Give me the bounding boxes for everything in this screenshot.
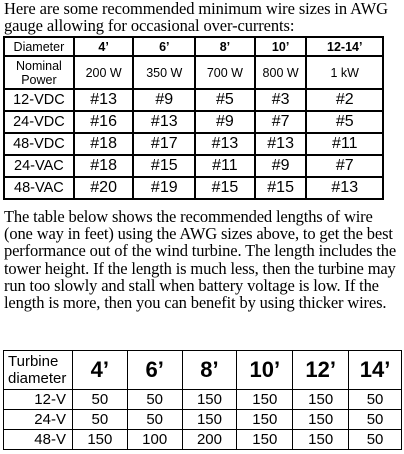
length-cell: 50	[349, 430, 402, 450]
gauge-cell: #17	[133, 133, 195, 155]
gauge-cell: #11	[306, 133, 383, 155]
intro-text: Here are some recommended minimum wire sizes in AWG gauge allowing for occasional over-currents:	[4, 0, 388, 35]
length-cell: 150	[293, 410, 349, 430]
gauge-cell: #13	[255, 133, 307, 155]
length-cell: 150	[293, 390, 349, 410]
power-cell: 350 W	[133, 56, 195, 89]
length-cell: 50	[127, 410, 182, 430]
gauge-cell: #5	[306, 111, 383, 133]
length-diameter-header: 14’	[349, 351, 402, 390]
length-cell: 200	[182, 430, 237, 450]
gauge-cell: #2	[306, 89, 383, 111]
gauge-cell: #7	[306, 155, 383, 177]
gauge-cell: #18	[74, 155, 134, 177]
length-cell: 50	[349, 390, 402, 410]
gauge-cell: #20	[74, 177, 134, 199]
gauge-cell: #9	[255, 155, 307, 177]
gauge-cell: #13	[195, 133, 255, 155]
gauge-cell: #13	[133, 111, 195, 133]
gauge-diameter-header: 4’	[74, 37, 134, 56]
gauge-row	[4, 111, 383, 133]
length-cell: 50	[72, 410, 127, 430]
length-diameter-header: 6’	[127, 351, 182, 390]
gauge-cell: #15	[133, 155, 195, 177]
power-cell: 800 W	[255, 56, 307, 89]
gauge-cell: #19	[133, 177, 195, 199]
gauge-diameter-header: 8’	[195, 37, 255, 56]
length-row	[4, 390, 402, 410]
turbine-diameter-label: Turbine diameter	[4, 351, 73, 390]
gauge-cell: #13	[74, 89, 134, 111]
length-diameter-header: 12’	[293, 351, 349, 390]
gauge-diameter-header: 10’	[255, 37, 307, 56]
length-row-label: 12-V	[4, 390, 73, 410]
length-cell: 150	[237, 430, 293, 450]
length-row-label: 48-V	[4, 430, 73, 450]
gauge-row	[4, 89, 383, 111]
gauge-cell: #15	[195, 177, 255, 199]
gauge-diameter-header: 12-14’	[306, 37, 383, 56]
length-cell: 50	[72, 390, 127, 410]
gauge-cell: #15	[255, 177, 307, 199]
wire-gauge-table	[3, 36, 384, 200]
gauge-row-label: 24-VAC	[4, 155, 74, 177]
length-row	[4, 430, 402, 450]
length-cell: 50	[127, 390, 182, 410]
gauge-cell: #13	[306, 177, 383, 199]
power-label: Nominal Power	[4, 56, 74, 89]
length-cell: 150	[237, 410, 293, 430]
length-cell: 150	[237, 390, 293, 410]
gauge-row	[4, 177, 383, 199]
length-cell: 50	[349, 410, 402, 430]
length-row	[4, 410, 402, 430]
gauge-cell: #16	[74, 111, 134, 133]
gauge-cell: #18	[74, 133, 134, 155]
length-row-label: 24-V	[4, 410, 73, 430]
gauge-row-label: 12-VDC	[4, 89, 74, 111]
gauge-cell: #7	[255, 111, 307, 133]
gauge-row-label: 48-VAC	[4, 177, 74, 199]
gauge-row	[4, 133, 383, 155]
gauge-cell: #11	[195, 155, 255, 177]
gauge-diameter-header: 6’	[133, 37, 195, 56]
length-explanation-paragraph: The table below shows the recommended lengths of wire (one way in feet) using the AWG sizes above, to get the best performance out of the wind turbine. The length includes the tower height. If the length is much less, then the turbine may run too slowly and stall when battery voltage is low. If the length is more, then you can benefit by using thicker wires.	[4, 207, 397, 313]
length-diameter-header: 8’	[182, 351, 237, 390]
power-row	[4, 56, 383, 89]
length-cell: 150	[293, 430, 349, 450]
gauge-row-label: 48-VDC	[4, 133, 74, 155]
diameter-label: Diameter	[4, 37, 74, 56]
length-header-row	[4, 351, 402, 390]
power-cell: 200 W	[74, 56, 134, 89]
gauge-row-label: 24-VDC	[4, 111, 74, 133]
gauge-cell: #9	[195, 111, 255, 133]
length-cell: 100	[127, 430, 182, 450]
power-cell: 700 W	[195, 56, 255, 89]
length-diameter-header: 4’	[72, 351, 127, 390]
gauge-header-row	[4, 37, 383, 56]
length-cell: 150	[182, 390, 237, 410]
length-diameter-header: 10’	[237, 351, 293, 390]
gauge-cell: #9	[133, 89, 195, 111]
length-cell: 150	[72, 430, 127, 450]
gauge-row	[4, 155, 383, 177]
wire-length-table	[3, 350, 402, 450]
power-cell: 1 kW	[306, 56, 383, 89]
gauge-cell: #3	[255, 89, 307, 111]
gauge-cell: #5	[195, 89, 255, 111]
length-cell: 150	[182, 410, 237, 430]
